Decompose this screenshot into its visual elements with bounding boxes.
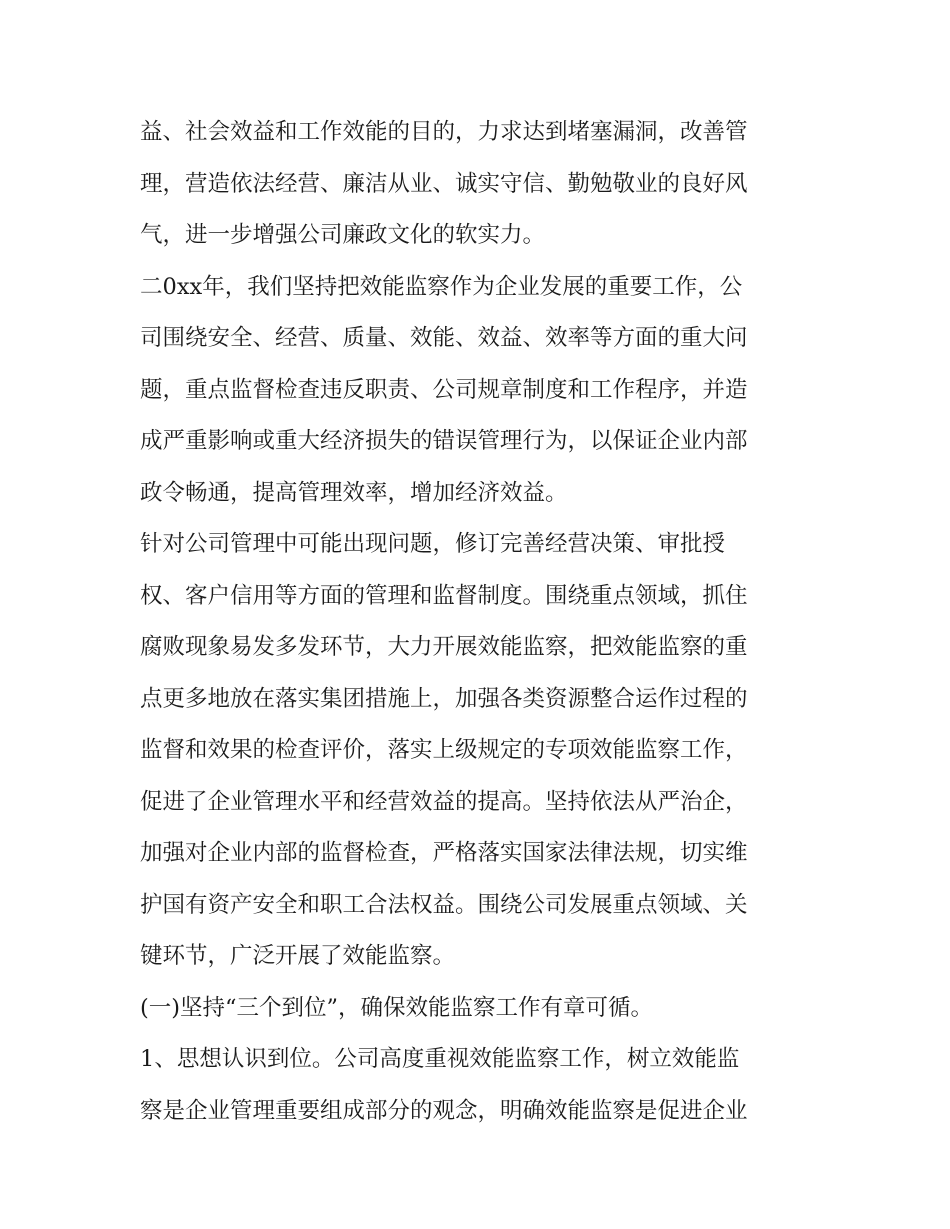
text-line: 理，营造依法经营、廉洁从业、诚实守信、勤勉敬业的良好风 [140,170,748,197]
text-line: 权、客户信用等方面的管理和监督制度。围绕重点领域，抓住 [140,582,748,609]
text-line: 加强对企业内部的监督检查，严格落实国家法律法规，切实维 [140,840,748,866]
text-line: 察是企业管理重要组成部分的观念，明确效能监察是促进企业 [140,1097,748,1124]
text-line: 腐败现象易发多发环节，大力开展效能监察，把效能监察的重 [140,634,748,660]
text-line: 监督和效果的检查评价，落实上级规定的专项效能监察工作， [140,737,748,763]
text-line: 气，进一步增强公司廉政文化的软实力。 [140,222,546,248]
text-line: 点更多地放在落实集团措施上，加强各类资源整合运作过程的 [140,685,748,712]
text-line: 题，重点监督检查违反职责、公司规章制度和工作程序，并造 [140,376,748,403]
text-line: 二0xx年，我们坚持把效能监察作为企业发展的重要工作，公 [140,273,743,300]
text-line: 1、思想认识到位。公司高度重视效能监察工作，树立效能监 [140,1046,740,1072]
text-line: 促进了企业管理水平和经营效益的提高。坚持依法从严治企， [140,788,748,815]
text-line: 成严重影响或重大经济损失的错误管理行为，以保证企业内部 [140,428,748,454]
text-line: 司围绕安全、经营、质量、效能、效益、效率等方面的重大问 [140,325,748,351]
text-line: 针对公司管理中可能出现问题，修订完善经营决策、审批授 [140,531,726,557]
text-line: 键环节，广泛开展了效能监察。 [140,943,456,969]
text-line: 益、社会效益和工作效能的目的，力求达到堵塞漏洞，改善管 [140,119,748,145]
text-line: 政令畅通，提高管理效率，增加经济效益。 [140,479,568,506]
text-line: 护国有资产安全和职工合法权益。围绕公司发展重点领域、关 [140,891,748,918]
body-text [140,107,820,1137]
text-line: (一)坚持“三个到位”，确保效能监察工作有章可循。 [140,994,654,1021]
